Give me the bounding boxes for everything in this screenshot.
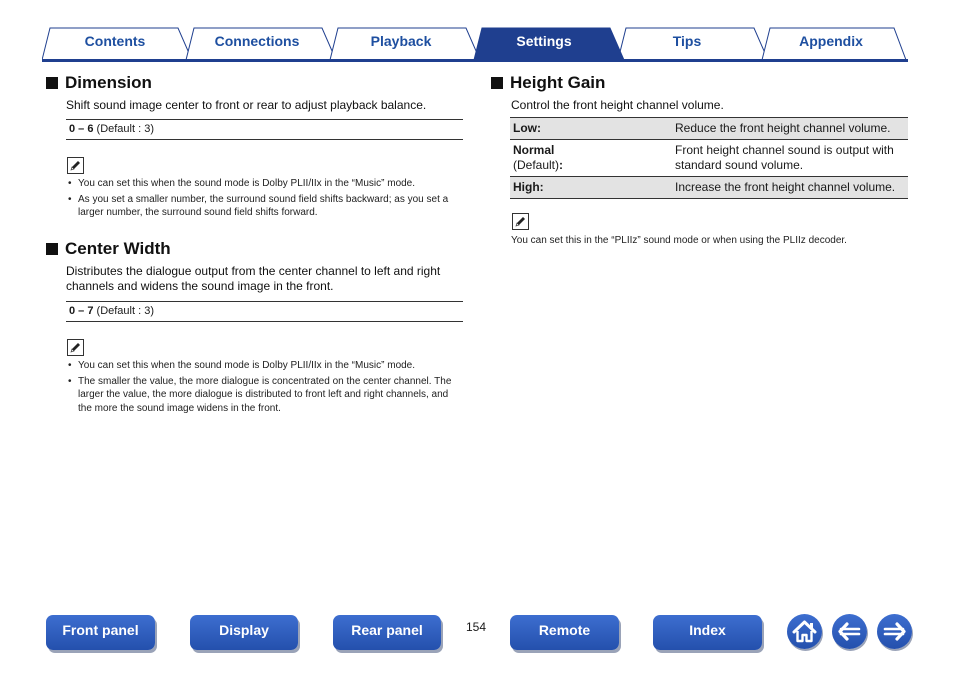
pencil-note-icon — [512, 213, 529, 230]
dimension-description: Shift sound image center to front or rear to adjust playback balance. — [66, 98, 427, 112]
option-label-text: Low: — [513, 121, 541, 135]
option-label-text: High: — [513, 180, 544, 194]
dimension-range-default: (Default : 3) — [93, 123, 154, 135]
remote-button[interactable]: Remote — [510, 615, 619, 650]
option-description: Reduce the front height channel volume. — [672, 118, 908, 140]
pencil-note-icon — [67, 157, 84, 174]
page-number: 154 — [465, 620, 487, 634]
dimension-title: Dimension — [65, 73, 152, 92]
tab-appendix[interactable]: Appendix — [799, 33, 863, 49]
dimension-notes — [66, 177, 464, 222]
tab-playback[interactable]: Playback — [370, 33, 432, 49]
tab-settings[interactable]: Settings — [516, 33, 572, 49]
display-button[interactable]: Display — [190, 615, 298, 650]
rear-panel-button[interactable]: Rear panel — [333, 615, 441, 650]
center-width-notes — [66, 359, 464, 417]
center-width-heading — [46, 239, 171, 259]
option-label-sub: (Default) — [513, 158, 560, 172]
pencil-note-icon — [67, 339, 84, 356]
dimension-heading — [46, 73, 152, 93]
list-item: • You can set this when the sound mode is Dolby PLII/IIx in the “Music” mode. — [66, 177, 464, 191]
height-gain-note: You can set this in the “PLIIz” sound mode or when using the PLIIz decoder. — [511, 235, 847, 246]
center-width-range-value: 0 – 7 — [69, 305, 94, 317]
dimension-range — [66, 119, 463, 140]
height-gain-heading — [491, 73, 605, 93]
list-item: • The smaller the value, the more dialogue is concentrated on the center channel. The larger the value, the more dialogue is distributed to front left and right channels, and the more the sound image widens in the front. — [66, 375, 464, 416]
option-description: Front height channel sound is output with standard sound volume. — [675, 143, 894, 172]
square-bullet-icon — [46, 243, 58, 255]
back-arrow-icon[interactable] — [832, 614, 867, 649]
tab-bar — [42, 26, 908, 62]
center-width-title: Center Width — [65, 239, 171, 258]
table-row — [510, 177, 908, 199]
option-label — [510, 177, 672, 199]
option-label-text: Normal — [513, 143, 555, 157]
tab-contents[interactable]: Contents — [84, 33, 146, 49]
option-label — [510, 140, 672, 177]
dimension-range-value: 0 – 6 — [69, 123, 94, 135]
square-bullet-icon — [46, 77, 58, 89]
option-label-colon: : — [559, 158, 564, 172]
forward-arrow-icon[interactable] — [877, 614, 912, 649]
option-description: Increase the front height channel volume. — [672, 177, 908, 199]
tab-tips[interactable]: Tips — [672, 33, 702, 49]
home-icon[interactable] — [787, 614, 822, 649]
height-gain-description: Control the front height channel volume. — [511, 98, 724, 112]
table-row — [510, 118, 908, 140]
center-width-range — [66, 301, 463, 322]
list-item: • As you set a smaller number, the surround sound field shifts backward; as you set a larger number, the surround sound field shifts forward. — [66, 193, 464, 220]
table-row — [510, 140, 908, 177]
center-width-description: Distributes the dialogue output from the center channel to left and right channels and widens the sound image in the front. — [66, 264, 441, 293]
center-width-range-default: (Default : 3) — [93, 305, 154, 317]
list-item: • You can set this when the sound mode is Dolby PLII/IIx in the “Music” mode. — [66, 359, 464, 373]
tab-connections[interactable]: Connections — [214, 33, 300, 49]
square-bullet-icon — [491, 77, 503, 89]
option-label — [510, 118, 672, 140]
front-panel-button[interactable]: Front panel — [46, 615, 155, 650]
height-gain-title: Height Gain — [510, 73, 606, 92]
index-button[interactable]: Index — [653, 615, 762, 650]
height-gain-table — [510, 117, 908, 199]
